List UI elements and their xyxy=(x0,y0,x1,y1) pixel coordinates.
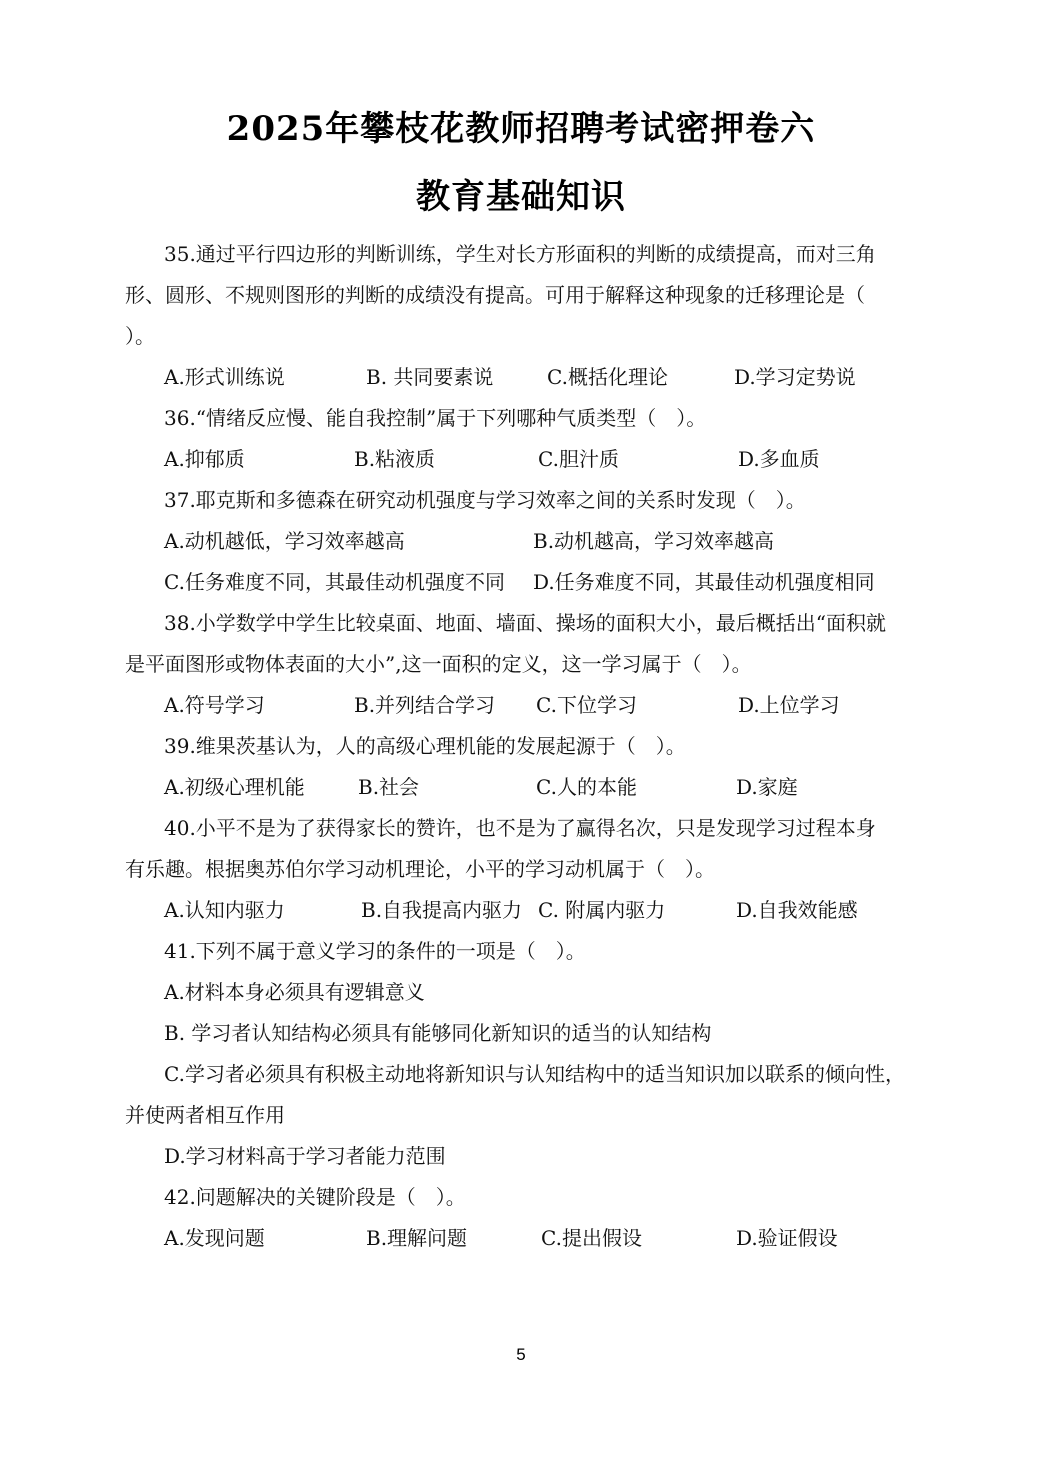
option-d: D.多血质 xyxy=(738,447,820,471)
option-a: A.动机越低，学习效率越高 xyxy=(164,529,405,553)
question-stem: 40.小平不是为了获得家长的赞许，也不是为了赢得名次，只是发现学习过程本身 xyxy=(164,816,876,840)
option-b: B. 共同要素说 xyxy=(366,365,494,389)
option-row xyxy=(125,521,915,562)
question-38 xyxy=(125,603,915,726)
option-a: A.发现问题 xyxy=(164,1226,265,1250)
option-c: C.下位学习 xyxy=(536,693,637,717)
option-c: C.人的本能 xyxy=(536,775,637,799)
question-stem: 36.“情绪反应慢、能自我控制”属于下列哪种气质类型（ ）。 xyxy=(164,406,707,430)
question-40 xyxy=(125,808,915,931)
option-c-continued: 并使两者相互作用 xyxy=(125,1103,285,1127)
option-a: A.初级心理机能 xyxy=(164,775,305,799)
option-b: B.社会 xyxy=(358,775,420,799)
option-row xyxy=(125,562,915,603)
option-b: B.动机越高，学习效率越高 xyxy=(533,529,775,553)
question-stem: 39.维果茨基认为，人的高级心理机能的发展起源于（ ）。 xyxy=(164,734,686,758)
question-42 xyxy=(125,1177,915,1259)
option-d: D.验证假设 xyxy=(736,1226,838,1250)
option-row xyxy=(125,357,915,398)
option-b: B.粘液质 xyxy=(354,447,436,471)
question-35 xyxy=(125,234,915,398)
option-row xyxy=(125,439,915,480)
option-a: A.符号学习 xyxy=(164,693,265,717)
question-stem: 有乐趣。根据奥苏伯尔学习动机理论，小平的学习动机属于（ ）。 xyxy=(125,857,715,881)
question-36 xyxy=(125,398,915,480)
question-39 xyxy=(125,726,915,808)
option-d: D.家庭 xyxy=(736,775,798,799)
question-stem: 38.小学数学中学生比较桌面、地面、墙面、操场的面积大小，最后概括出“面积就 xyxy=(164,611,887,635)
question-stem: 是平面图形或物体表面的大小”,这一面积的定义，这一学习属于（ ）。 xyxy=(125,652,752,676)
question-stem: 41.下列不属于意义学习的条件的一项是（ ）。 xyxy=(164,939,586,963)
question-stem: 37.耶克斯和多德森在研究动机强度与学习效率之间的关系时发现（ ）。 xyxy=(164,488,806,512)
option-row xyxy=(125,767,915,808)
option-d: D.学习定势说 xyxy=(734,365,856,389)
option-d: D.学习材料高于学习者能力范围 xyxy=(164,1144,446,1168)
option-d: D.上位学习 xyxy=(738,693,840,717)
option-c: C.任务难度不同，其最佳动机强度不同 xyxy=(164,570,505,594)
option-d: D.任务难度不同，其最佳动机强度相同 xyxy=(533,570,875,594)
exam-title: 2025年攀枝花教师招聘考试密押卷六 xyxy=(226,109,816,149)
exam-subject: 教育基础知识 xyxy=(416,177,626,217)
option-b: B.理解问题 xyxy=(366,1226,468,1250)
option-row xyxy=(125,1218,915,1259)
option-c: C.概括化理论 xyxy=(547,365,668,389)
question-stem: 35.通过平行四边形的判断训练，学生对长方形面积的判断的成绩提高，而对三角 xyxy=(164,242,876,266)
option-b: B.并列结合学习 xyxy=(354,693,496,717)
option-a: A.形式训练说 xyxy=(164,365,285,389)
option-c: C.胆汁质 xyxy=(538,447,619,471)
option-row xyxy=(125,685,915,726)
option-c: C.提出假设 xyxy=(541,1226,642,1250)
option-b: B. 学习者认知结构必须具有能够同化新知识的适当的认知结构 xyxy=(164,1021,712,1045)
option-c: C. 附属内驱力 xyxy=(538,898,666,922)
option-c: C.学习者必须具有积极主动地将新知识与认知结构中的适当知识加以联系的倾向性， xyxy=(164,1062,905,1086)
option-a: A.认知内驱力 xyxy=(164,898,285,922)
question-list xyxy=(125,234,915,1259)
option-a: A.抑郁质 xyxy=(164,447,245,471)
question-37 xyxy=(125,480,915,603)
option-a: A.材料本身必须具有逻辑意义 xyxy=(164,980,425,1004)
question-41 xyxy=(125,931,915,1177)
option-row xyxy=(125,890,915,931)
question-stem: 42.问题解决的关键阶段是（ ）。 xyxy=(164,1185,466,1209)
question-stem: ）。 xyxy=(125,324,155,348)
question-stem: 形、圆形、不规则图形的判断的成绩没有提高。可用于解释这种现象的迁移理论是（ xyxy=(125,283,865,307)
page-number: 5 xyxy=(516,1345,526,1364)
option-b: B.自我提高内驱力 xyxy=(361,898,523,922)
option-d: D.自我效能感 xyxy=(736,898,858,922)
